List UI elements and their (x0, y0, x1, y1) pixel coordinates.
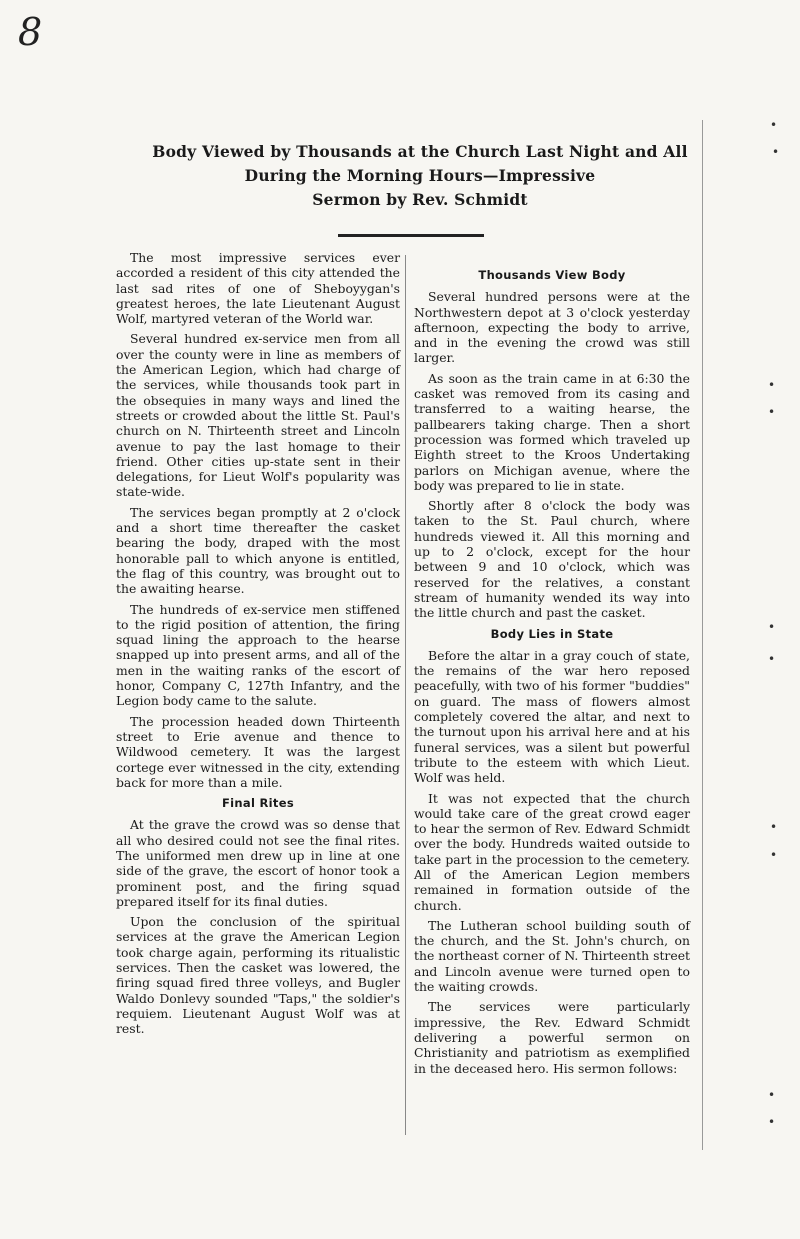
scan-mark: • (768, 1088, 776, 1102)
scan-mark: • (770, 820, 778, 834)
clipping-edge (702, 120, 703, 1150)
right-column (414, 262, 690, 1081)
headline-line-2: During the Morning Hours—Impressive (244, 166, 596, 185)
scan-mark: • (770, 118, 778, 132)
scan-mark: • (768, 405, 776, 419)
scan-mark: • (770, 848, 778, 862)
scan-mark: • (768, 652, 776, 666)
scan-mark: • (768, 620, 776, 634)
article-paragraph: Upon the conclusion of the spiritual services at the grave the American Legion took charge again, performing its ritualistic services. Then the casket was lowered, the firing squad fired three volleys, and Bugler Waldo Donlevy sounded "Taps," the soldier's requiem. Lieutenant August Wolf was at rest. (116, 914, 400, 1037)
article-paragraph: The Lutheran school building south of the church, and the St. John's church, on the northeast corner of N. Thirteenth street and Lincoln avenue were turned open to the waiting crowds. (414, 917, 690, 995)
article-paragraph: Before the altar in a gray couch of state, the remains of the war hero reposed peacefully, with two of his former "buddies" on guard. The mass of flowers almost completely covered the altar, and next to the turnout upon his arrival here and at his funeral services, was a silent but powerful tribute to the esteem with which Lieut. Wolf was held. (414, 647, 690, 786)
subhead-final-rites: Final Rites (222, 796, 294, 811)
article-paragraph: At the grave the crowd was so dense that all who desired could not see the final rites. The uniformed men drew up in line at one side of the grave, the escort of honor took a prominent post, and the firing squad prepared itself for its final duties. (116, 817, 400, 909)
article-paragraph: Several hundred ex-service men from all over the county were in line as members of the American Legion, which had charge of the services, while thousands took part in the obsequies in many ways and lined the streets or crowded about the little St. Paul's church on N. Thirteenth street and Lincoln avenue to pay the last homage to their friend. Other cities up-state sent in their delegations, for Lieut Wolf's popularity was state-wide. (116, 331, 400, 500)
page-number: 8 (18, 10, 43, 54)
subhead-body-lies-in-state: Body Lies in State (490, 626, 614, 641)
left-column (116, 250, 400, 1042)
scan-mark: • (772, 145, 780, 159)
headline-line-3: Sermon by Rev. Schmidt (312, 190, 528, 209)
subhead-thousands-view-body: Thousands View Body (478, 268, 626, 282)
article-paragraph: The hundreds of ex-service men stiffened to the rigid position of attention, the firing squad lining the approach to the hearse snapped up into present arms, and all of the men in the waiting ranks of the escort of honor, Company C, 127th Infantry, and the Legion body came to the salute. (116, 601, 400, 709)
headline-line-1: Body Viewed by Thousands at the Church Last Night and All (152, 142, 688, 161)
article-paragraph: Shortly after 8 o'clock the body was taken to the St. Paul church, where hundreds viewed it. All this morning and up to 2 o'clock, except for the hour between 9 and 10 o'clock, which was reserved for the relatives, a constant stream of humanity wended its way into the little church and past the casket. (414, 498, 690, 621)
article-paragraph: The procession headed down Thirteenth street to Erie avenue and thence to Wildwood cemetery. It was the largest cortege ever witnessed in the city, extending back for more than a mile. (116, 713, 400, 790)
article-paragraph: As soon as the train came in at 6:30 the casket was removed from its casing and transferred to a waiting hearse, the pallbearers taking charge. Then a short procession was formed which traveled up Eighth street to the Kroos Undertaking parlors on Michigan avenue, where the body was prepared to lie in state. (414, 370, 690, 493)
article-paragraph: It was not expected that the church would take care of the great crowd eager to hear the sermon of Rev. Edward Schmidt over the body. Hundreds waited outside to take part in the procession to the cemetery. All of the American Legion members remained in formation outside of the church. (414, 790, 690, 913)
article-paragraph: The services began promptly at 2 o'clock and a short time thereafter the casket bearing the body, draped with the most honorable pall to which anyone is entitled, the flag of this country, was brought out to the awaiting hearse. (116, 504, 400, 597)
headline-rule (338, 234, 484, 237)
headline (120, 140, 720, 212)
article-paragraph: The most impressive services ever accorded a resident of this city attended the last sad rites of one of Sheboyygan's greatest heroes, the late Lieutenant August Wolf, martyred veteran of the World war. (116, 250, 400, 327)
article-paragraph: Several hundred persons were at the Northwestern depot at 3 o'clock yesterday afternoon, expecting the body to arrive, and in the evening the crowd was still larger. (414, 289, 690, 366)
scan-mark: • (768, 378, 776, 392)
article-paragraph: The services were particularly impressive, the Rev. Edward Schmidt delivering a powerful sermon on Christianity and patriotism as exemplified in the deceased hero. His sermon follows: (414, 999, 690, 1076)
column-divider (405, 255, 406, 1135)
scan-mark: • (768, 1115, 776, 1129)
